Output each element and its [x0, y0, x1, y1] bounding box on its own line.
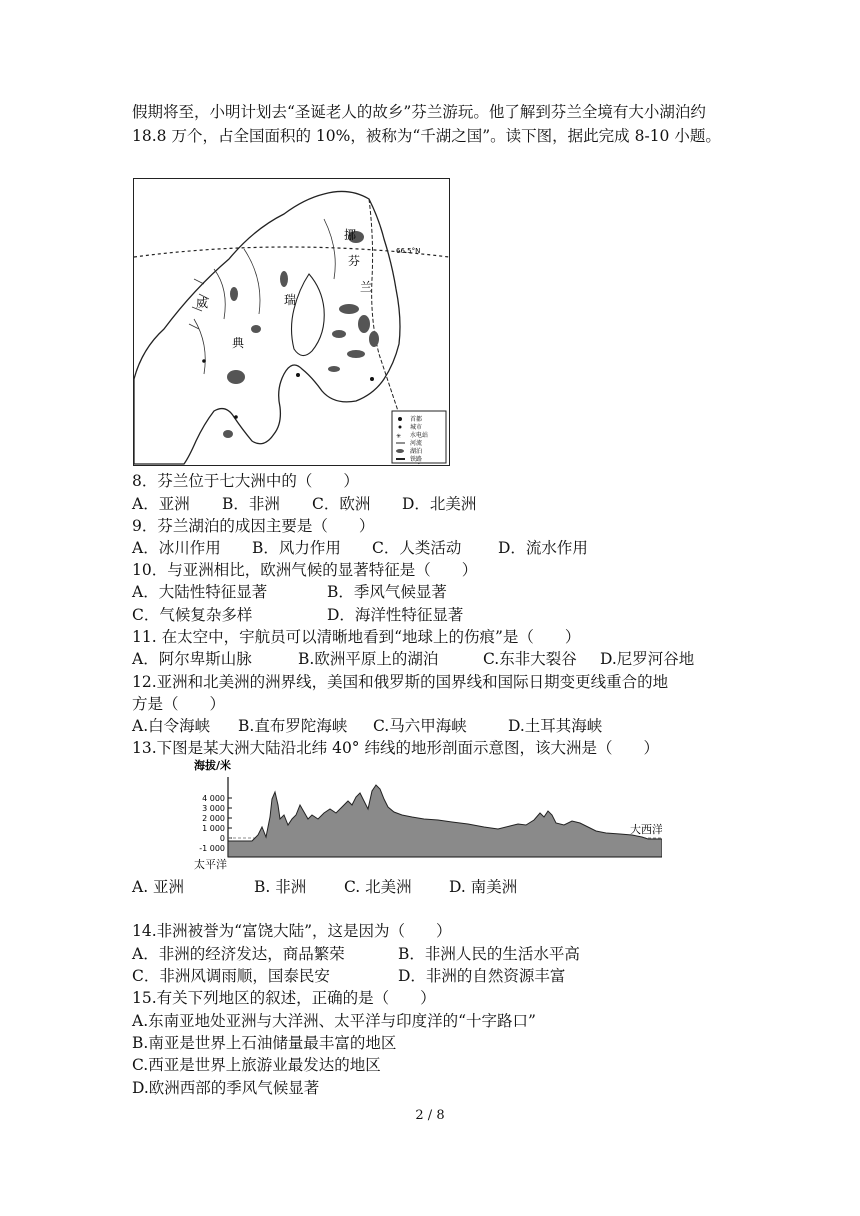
- q12-option-a[interactable]: A.白令海峡: [132, 717, 211, 735]
- svg-text:✳: ✳: [396, 433, 402, 440]
- tick-minus-1000: -1 000: [199, 844, 225, 853]
- profile-drawing: [192, 757, 662, 872]
- q11-option-b[interactable]: B.欧洲平原上的湖泊: [298, 650, 439, 668]
- q9-option-a[interactable]: A．冰川作用: [132, 539, 221, 557]
- legend-hydropower: 水电站: [410, 432, 429, 439]
- gulf-of-bothnia: [292, 274, 325, 356]
- terrain-shape: [228, 785, 662, 857]
- q8-option-a[interactable]: A．亚洲: [132, 495, 190, 513]
- q8-option-b[interactable]: B．非洲: [222, 495, 280, 513]
- latitude-label: 66.5°N: [396, 247, 421, 255]
- q15-option-d[interactable]: D.欧洲西部的季风气候显著: [132, 1079, 320, 1097]
- tick-4000: 4 000: [202, 794, 225, 803]
- legend-railway: 铁路: [410, 456, 423, 463]
- q11-option-a[interactable]: A．阿尔卑斯山脉: [132, 650, 252, 668]
- q12-option-c[interactable]: C.马六甲海峡: [373, 717, 467, 735]
- legend-capital: 首都: [410, 416, 423, 423]
- legend-river: 河流: [410, 440, 423, 447]
- q14-option-c[interactable]: C．非洲风调雨顺，国泰民安: [132, 967, 330, 985]
- q14-stem: 14.非洲被誉为“富饶大陆”，这是因为（ ）: [132, 922, 452, 940]
- q10-option-b[interactable]: B．季风气候显著: [327, 583, 447, 601]
- tick-3000: 3 000: [202, 804, 225, 813]
- map-drawing: [134, 179, 449, 465]
- q9-option-d[interactable]: D．流水作用: [498, 539, 588, 557]
- q13-option-d[interactable]: D. 南美洲: [449, 878, 518, 896]
- page-number: 2 / 8: [415, 1108, 445, 1123]
- q10-option-a[interactable]: A．大陆性特征显著: [132, 583, 268, 601]
- q13-option-a[interactable]: A. 亚洲: [132, 878, 185, 896]
- q14-option-a[interactable]: A．非洲的经济发达，商品繁荣: [132, 945, 345, 963]
- label-wei: 威: [196, 296, 209, 310]
- profile-ylabel: 海拔/米: [194, 759, 232, 772]
- q12-option-d[interactable]: D.土耳其海峡: [508, 717, 603, 735]
- q11-stem: 11. 在太空中，宇航员可以清晰地看到“地球上的伤痕”是（ ）: [132, 628, 581, 646]
- atlantic-label: 大西洋: [630, 823, 662, 836]
- tick-2000: 2 000: [202, 814, 225, 823]
- q13-option-c[interactable]: C. 北美洲: [344, 878, 412, 896]
- q10-stem: 10．与亚洲相比，欧洲气候的显著特征是（ ）: [132, 561, 478, 579]
- legend-lake: 湖泊: [410, 448, 423, 455]
- profile-ticks: [199, 794, 225, 853]
- q10-option-c[interactable]: C．气候复杂多样: [132, 606, 253, 624]
- q11-option-d[interactable]: D.尼罗河谷地: [600, 650, 695, 668]
- label-dian: 典: [232, 336, 245, 350]
- q15-stem: 15.有关下列地区的叙述，正确的是（ ）: [132, 989, 436, 1007]
- label-nuo: 挪: [344, 228, 357, 242]
- legend-city: 城市: [410, 424, 423, 431]
- q14-option-d[interactable]: D．非洲的自然资源丰富: [398, 967, 566, 985]
- label-fen: 芬: [348, 254, 361, 268]
- label-lan: 兰: [360, 280, 373, 294]
- terrain-profile: [192, 757, 662, 872]
- label-rui: 瑞: [284, 293, 297, 307]
- tick-1000: 1 000: [202, 824, 225, 833]
- q12-stem-continued: 方是（ ）: [132, 695, 226, 713]
- finland-map: [133, 178, 450, 466]
- q12-stem: 12.亚洲和北美洲的洲界线，美国和俄罗斯的国界线和国际日期变更线重合的地: [132, 673, 669, 691]
- q13-stem: 13.下图是某大洲大陆沿北纬 40° 纬线的地形剖面示意图，该大洲是（ ）: [132, 739, 659, 757]
- q9-option-c[interactable]: C．人类活动: [372, 539, 462, 557]
- q10-option-d[interactable]: D．海洋性特征显著: [327, 606, 464, 624]
- q15-option-a[interactable]: A.东南亚地处亚洲与大洋洲、太平洋与印度洋的“十字路口”: [132, 1012, 536, 1030]
- q15-option-b[interactable]: B.南亚是世界上石油储量最丰富的地区: [132, 1034, 397, 1052]
- map-legend: [392, 411, 446, 463]
- q14-option-b[interactable]: B．非洲人民的生活水平高: [398, 945, 580, 963]
- q12-option-b[interactable]: B.直布罗陀海峡: [238, 717, 348, 735]
- intro-paragraph: 假期将至，小明计划去“圣诞老人的故乡”芬兰游玩。他了解到芬兰全境有大小湖泊约 18.8 万个，占全国面积的 10%，被称为“千湖之国”。读下图，据此完成 8-10 小题。: [132, 103, 721, 145]
- q9-option-b[interactable]: B．风力作用: [252, 539, 341, 557]
- q9-stem: 9．芬兰湖泊的成因主要是（ ）: [132, 517, 375, 535]
- q13-option-b[interactable]: B. 非洲: [254, 878, 307, 896]
- q8-option-d[interactable]: D．北美洲: [402, 495, 477, 513]
- pacific-label: 太平洋: [194, 858, 227, 871]
- q8-option-c[interactable]: C．欧洲: [312, 495, 371, 513]
- tick-0: 0: [219, 834, 225, 843]
- q15-option-c[interactable]: C.西亚是世界上旅游业最发达的地区: [132, 1056, 381, 1074]
- q11-option-c[interactable]: C.东非大裂谷: [483, 650, 577, 668]
- q8-stem: 8．芬兰位于七大洲中的（ ）: [132, 472, 359, 490]
- rivers: [189, 219, 335, 374]
